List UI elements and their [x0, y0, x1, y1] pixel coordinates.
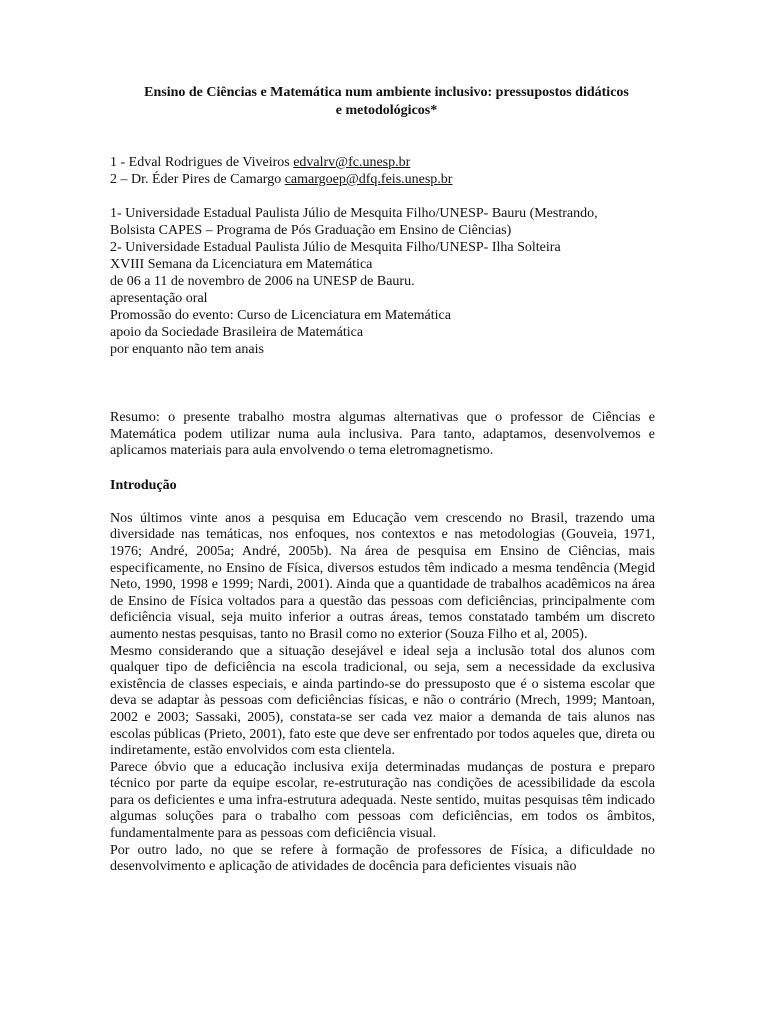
- affiliation-line: Bolsista CAPES – Programa de Pós Graduação em Ensino de Ciências): [110, 223, 512, 238]
- affiliation-block: [110, 205, 655, 358]
- author-2-name: 2 – Dr. Éder Pires de Camargo: [110, 172, 285, 187]
- author-2-email-link[interactable]: camargoep@dfq.feis.unesp.br: [284, 172, 453, 187]
- event-line: de 06 a 11 de novembro de 2006 na UNESP de Bauru.: [110, 274, 415, 289]
- author-1: [110, 154, 655, 171]
- document-title: [110, 84, 655, 120]
- title-line-2: e metodológicos*: [335, 103, 438, 118]
- section-heading-introducao: Introdução: [110, 477, 177, 493]
- body-paragraph: Mesmo considerando que a situação desejável e ideal seja a inclusão total dos alunos com qualquer tipo de deficiência na escola tradicional, ou seja, sem a necessidade da exclusiva existência de classes especiais, e ainda partindo-se do pressuposto que é o sistema escolar que deva se adaptar às pessoas com deficiências físicas, e não o contrário (Mrech, 1999; Mantoan, 2002 e 2003; Sassaki, 2005), constata-se ser cada vez maior a demanda de tais alunos nas escolas públicas (Prieto, 2001), fato este que deve ser enfrentado por todos aqueles que, direta ou indiretamente, estão envolvidos com esta clientela.: [110, 643, 655, 759]
- title-line-1: Ensino de Ciências e Matemática num ambiente inclusivo: pressupostos didáticos: [144, 85, 629, 100]
- body-paragraph: Parece óbvio que a educação inclusiva exija determinadas mudanças de postura e preparo técnico por parte da equipe escolar, re-estruturação nas condições de acessibilidade da escola para os deficientes e uma infra-estrutura adequada. Neste sentido, muitas pesquisas têm indicado algumas soluções para o trabalho com pessoas com deficiências, em todos os âmbitos, fundamentalmente para as pessoas com deficiência visual.: [110, 759, 655, 842]
- event-line: apresentação oral: [110, 291, 208, 306]
- body-paragraph: Nos últimos vinte anos a pesquisa em Educação vem crescendo no Brasil, trazendo uma diversidade nas temáticas, nos enfoques, nos contextos e nas metodologias (Gouveia, 1971, 1976; André, 2005a; André, 2005b). Na área de pesquisa em Ensino de Ciências, mais especificamente, no Ensino de Física, diversos estudos têm indicado a mesma tendência (Megid Neto, 1990, 1998 e 1999; Nardi, 2001). Ainda que a quantidade de trabalhos acadêmicos na área de Ensino de Física voltados para a questão das pessoas com deficiências, principalmente com deficiência visual, seja muito inferior a outras áreas, temos constatado também um discreto aumento nestas pesquisas, tanto no Brasil como no exterior (Souza Filho et al, 2005).: [110, 510, 655, 642]
- author-1-name: 1 - Edval Rodrigues de Viveiros: [110, 155, 294, 170]
- authors-block: [110, 154, 655, 188]
- introduction-body: [110, 511, 655, 876]
- event-line: XVIII Semana da Licenciatura em Matemática: [110, 257, 373, 272]
- event-line: Promossão do evento: Curso de Licenciatura em Matemática: [110, 308, 451, 323]
- body-paragraph: Por outro lado, no que se refere à formação de professores de Física, a dificuldade no desenvolvimento e aplicação de atividades de docência para deficientes visuais não: [110, 842, 655, 875]
- event-line: apoio da Sociedade Brasileira de Matemática: [110, 325, 364, 340]
- author-2: [110, 171, 655, 188]
- event-line: por enquanto não tem anais: [110, 342, 264, 357]
- document-page: [110, 84, 655, 876]
- affiliation-line: 1- Universidade Estadual Paulista Júlio de Mesquita Filho/UNESP- Bauru (Mestrando,: [110, 206, 598, 221]
- author-1-email-link[interactable]: edvalrv@fc.unesp.br: [293, 155, 411, 170]
- affiliation-line: 2- Universidade Estadual Paulista Júlio de Mesquita Filho/UNESP- Ilha Solteira: [110, 240, 561, 255]
- abstract-paragraph: Resumo: o presente trabalho mostra algumas alternativas que o professor de Ciências e Matemática podem utilizar numa aula inclusiva. Para tanto, adaptamos, desenvolvemos e aplicamos materiais para aula envolvendo o tema eletromagnetismo.: [110, 410, 655, 459]
